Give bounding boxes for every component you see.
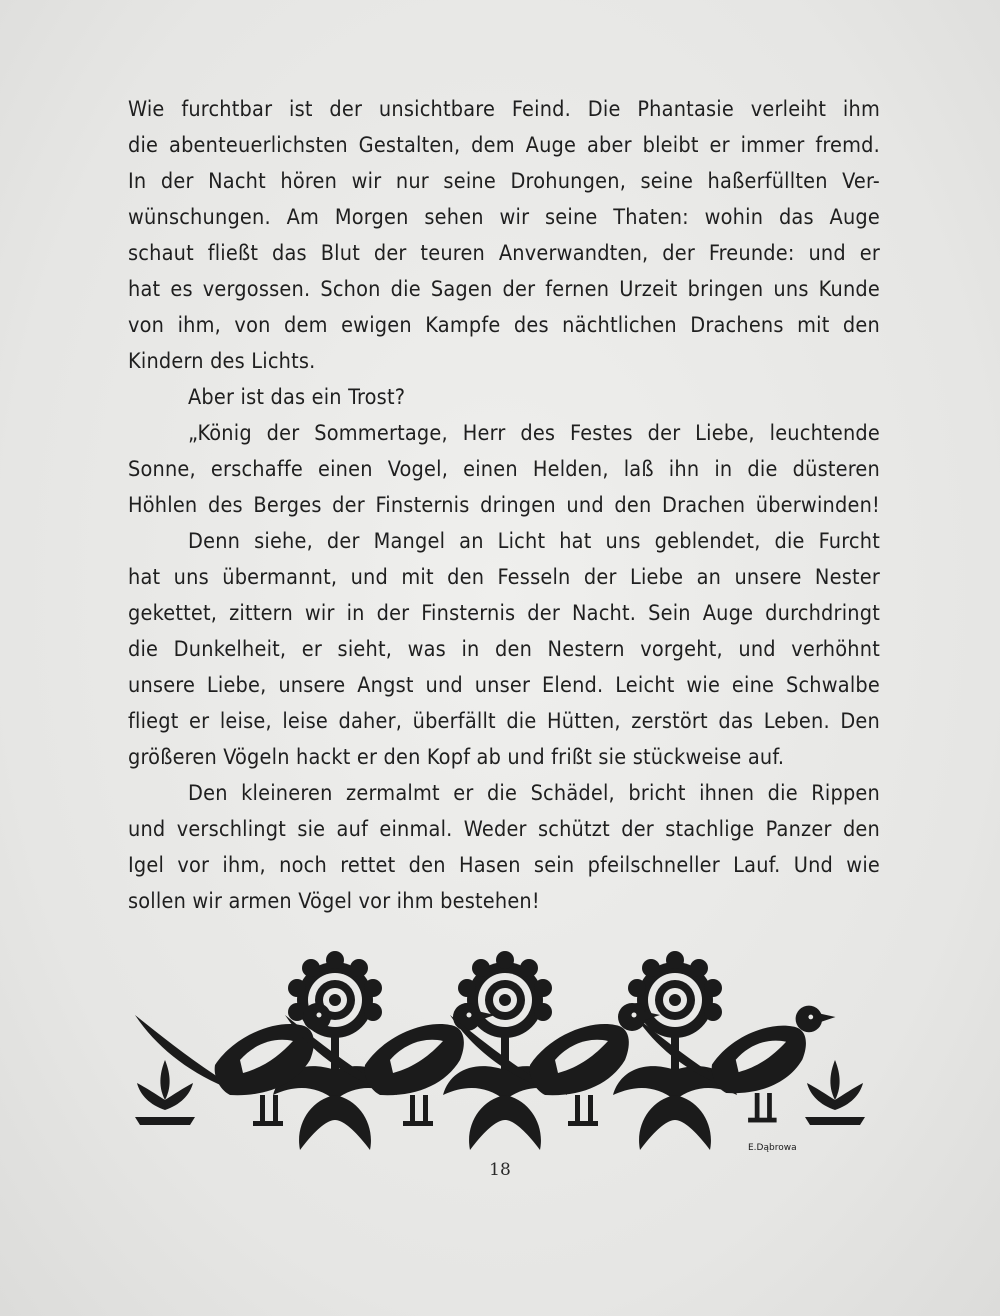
text-line: schaut fließt das Blut der teuren Anverwandten, der Freunde: und er [128, 241, 880, 266]
text-line: und verschlingt sie auf einmal. Weder schützt der stachlige Panzer den [128, 817, 880, 842]
text-line: Denn siehe, der Mangel an Licht hat uns geblendet, die Furcht [188, 529, 880, 554]
text-line: In der Nacht hören wir nur seine Drohungen, seine haßerfüllten Ver- [128, 169, 880, 194]
artist-signature: E.Dąbrowa [748, 1143, 797, 1153]
text-line: Sonne, erschaffe einen Vogel, einen Helden, laß ihn in die düsteren [128, 457, 880, 482]
text-line: die Dunkelheit, er sieht, was in den Nestern vorgeht, und verhöhnt [128, 637, 880, 662]
bird-frieze-ornament [130, 945, 870, 1160]
page-number: 18 [489, 1160, 511, 1180]
plant-right [805, 1060, 865, 1125]
text-line: Höhlen des Berges der Finsternis dringen und den Drachen überwinden! [128, 493, 880, 518]
text-line: Igel vor ihm, noch rettet den Hasen sein pfeilschneller Lauf. Und wie [128, 853, 880, 878]
text-line: gekettet, zittern wir in der Finsternis der Nacht. Sein Auge durchdringt [128, 601, 880, 626]
text-line: Wie furchtbar ist der unsichtbare Feind. Die Phantasie verleiht ihm [128, 97, 880, 122]
body-text [128, 92, 880, 920]
text-line: die abenteuerlichsten Gestalten, dem Auge aber bleibt er immer fremd. [128, 133, 880, 158]
text-line: hat es vergossen. Schon die Sagen der fernen Urzeit bringen uns Kunde [128, 277, 880, 302]
text-line: wünschungen. Am Morgen sehen wir seine Thaten: wohin das Auge [128, 205, 880, 230]
text-line: Kindern des Lichts. [128, 349, 316, 374]
text-line: von ihm, von dem ewigen Kampfe des nächtlichen Drachens mit den [128, 313, 880, 338]
text-line: Aber ist das ein Trost? [188, 385, 406, 410]
plant-left [135, 1060, 195, 1125]
text-line: sollen wir armen Vögel vor ihm bestehen! [128, 889, 540, 914]
text-line: unsere Liebe, unsere Angst und unser Elend. Leicht wie eine Schwalbe [128, 673, 880, 698]
text-line: Den kleineren zermalmt er die Schädel, bricht ihnen die Rippen [188, 781, 880, 806]
text-line: „König der Sommertage, Herr des Festes der Liebe, leuchtende [188, 421, 880, 446]
text-line: hat uns übermannt, und mit den Fesseln der Liebe an unsere Nester [128, 565, 880, 590]
text-line: größeren Vögeln hackt er den Kopf ab und frißt sie stückweise auf. [128, 745, 785, 770]
text-line: fliegt er leise, leise daher, überfällt die Hütten, zerstört das Leben. Den [128, 709, 880, 734]
